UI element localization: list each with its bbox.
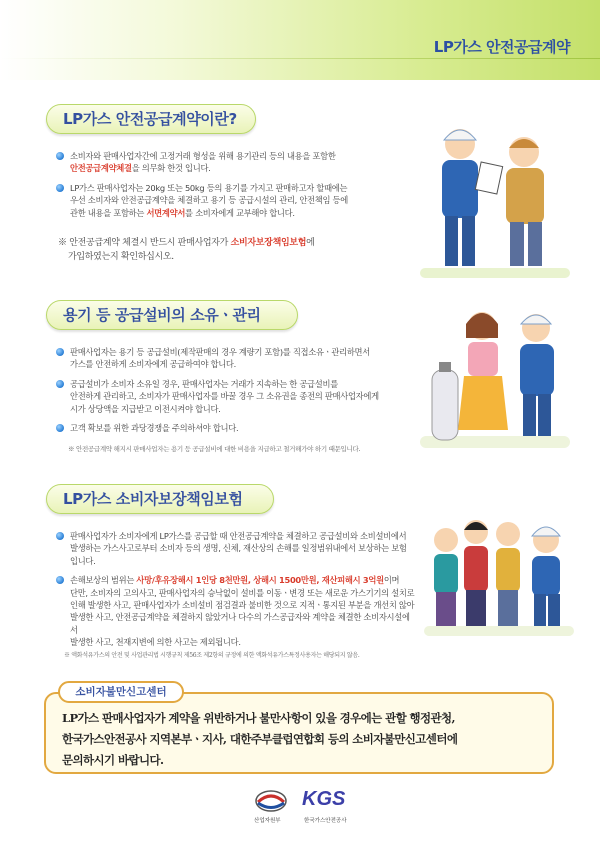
page-title: LP가스 안전공급계약 xyxy=(433,38,570,56)
complaint-center-text: LP가스 판매사업자가 계약을 위반하거나 불만사항이 있을 경우에는 관할 행정관청, 한국가스안전공사 지역본부ㆍ지사, 대한주부클럽연합회 등의 소비자불만신고센터에 문의하시기 바랍니다. xyxy=(62,711,458,767)
section2-note: ※ 안전공급계약 해지시 판매사업자는 용기 등 공급설비에 대한 비용을 지급하고 철거해가야 하기 때문입니다. xyxy=(68,445,361,453)
gas-cylinder-illustration xyxy=(420,304,570,454)
list-item: 고객 확보를 위한 과당경쟁을 주의하셔야 합니다. xyxy=(56,422,396,434)
workers-contract-illustration xyxy=(420,118,570,288)
ministry-caption: 산업자원부 xyxy=(254,818,281,824)
group-people-illustration xyxy=(424,510,574,640)
list-item: 공급설비가 소비자 소유일 경우, 판매사업자는 거래가 지속하는 한 공급설비를 안전하게 관리하고, 소비자가 판매사업자를 바꿀 경우 그 소유권을 종전의 판매사업자에게 시가 상당액을 지급받고 이전시켜야 합니다. xyxy=(56,378,396,415)
section-title-ownership: 용기 등 공급설비의 소유ㆍ관리 xyxy=(46,300,298,330)
section-title-insurance: LP가스 소비자보장책임보험 xyxy=(46,484,274,514)
section3-bullets xyxy=(56,530,416,656)
bullet-icon xyxy=(56,424,64,432)
list-item: 손해보상의 범위는 사망/후유장해시 1인당 8천만원, 상해시 1500만원, 재산피해시 3억원이며 단만, 소비자의 고의사고, 판매사업자의 승낙없이 설비를 이동ㆍ변경 또는 새로운 가스기기의 설치로 인해 발생한 사고, 판매사업자가 소비설비 점검결과 불비한 것으로 지적ㆍ통지된 부분을 개선치 않아 발생한 사고, 안전공급계약을 체결하지 않았거나 다수의 가스공급자와 계약을 체결한 소비자시설에서 발생한 사고, 천재지변에 의한 사고는 제외됩니다. xyxy=(56,574,416,648)
bullet-icon xyxy=(56,532,64,540)
kgs-caption: 한국가스안전공사 xyxy=(304,818,347,824)
section-title-contract: LP가스 안전공급계약이란? xyxy=(46,104,256,134)
bullet-icon xyxy=(56,380,64,388)
list-item: 판매사업자가 소비자에게 LP가스를 공급할 때 안전공급계약을 체결하고 공급설비와 소비설비에서 발생하는 가스사고로부터 소비자 등의 생명, 신체, 재산상의 손해를 일정범위내에서 보상하는 보험 입니다. xyxy=(56,530,416,567)
bullet-icon xyxy=(56,184,64,192)
bullet-icon xyxy=(56,576,64,584)
list-item: 판매사업자는 용기 등 공급설비(제작판매의 경우 계량기 포함)를 직접소유ㆍ관리하면서 가스를 안전하게 소비자에게 공급하여야 합니다. xyxy=(56,346,396,371)
list-item: LP가스 판매사업자는 20kg 또는 50kg 등의 용기를 가지고 판매하고자 할때에는 우선 소비자와 안전공급계약을 체결하고 용기 등 공급시설의 관리, 안전책임 등에 관한 내용을 포함하는 서면계약서를 소비자에게 교부해야 합니다. xyxy=(56,182,386,219)
complaint-center-label: 소비자불만신고센터 xyxy=(58,681,184,703)
footer-logos xyxy=(0,786,600,826)
section3-note: ※ 액화석유가스의 안전 및 사업관리법 시행규칙 제56조 제2항의 규정에 의한 액화석유가스특정사용자는 해당되지 않음. xyxy=(64,652,360,659)
header-rule xyxy=(0,58,600,59)
kgs-mark: KGS xyxy=(302,788,346,810)
section1-note: ※ 안전공급계약 체결시 반드시 판매사업자가 소비자보장책임보험에 가입하였는지 확인하십시오. xyxy=(58,238,315,262)
bullet-icon xyxy=(56,348,64,356)
section2-bullets xyxy=(56,346,396,441)
list-item: 소비자와 판매사업자간에 고정거래 형성을 위해 용기관리 등의 내용을 포함한 안전공급계약체결을 의무화 한것 입니다. xyxy=(56,150,386,175)
bullet-icon xyxy=(56,152,64,160)
section1-bullets xyxy=(56,150,386,226)
